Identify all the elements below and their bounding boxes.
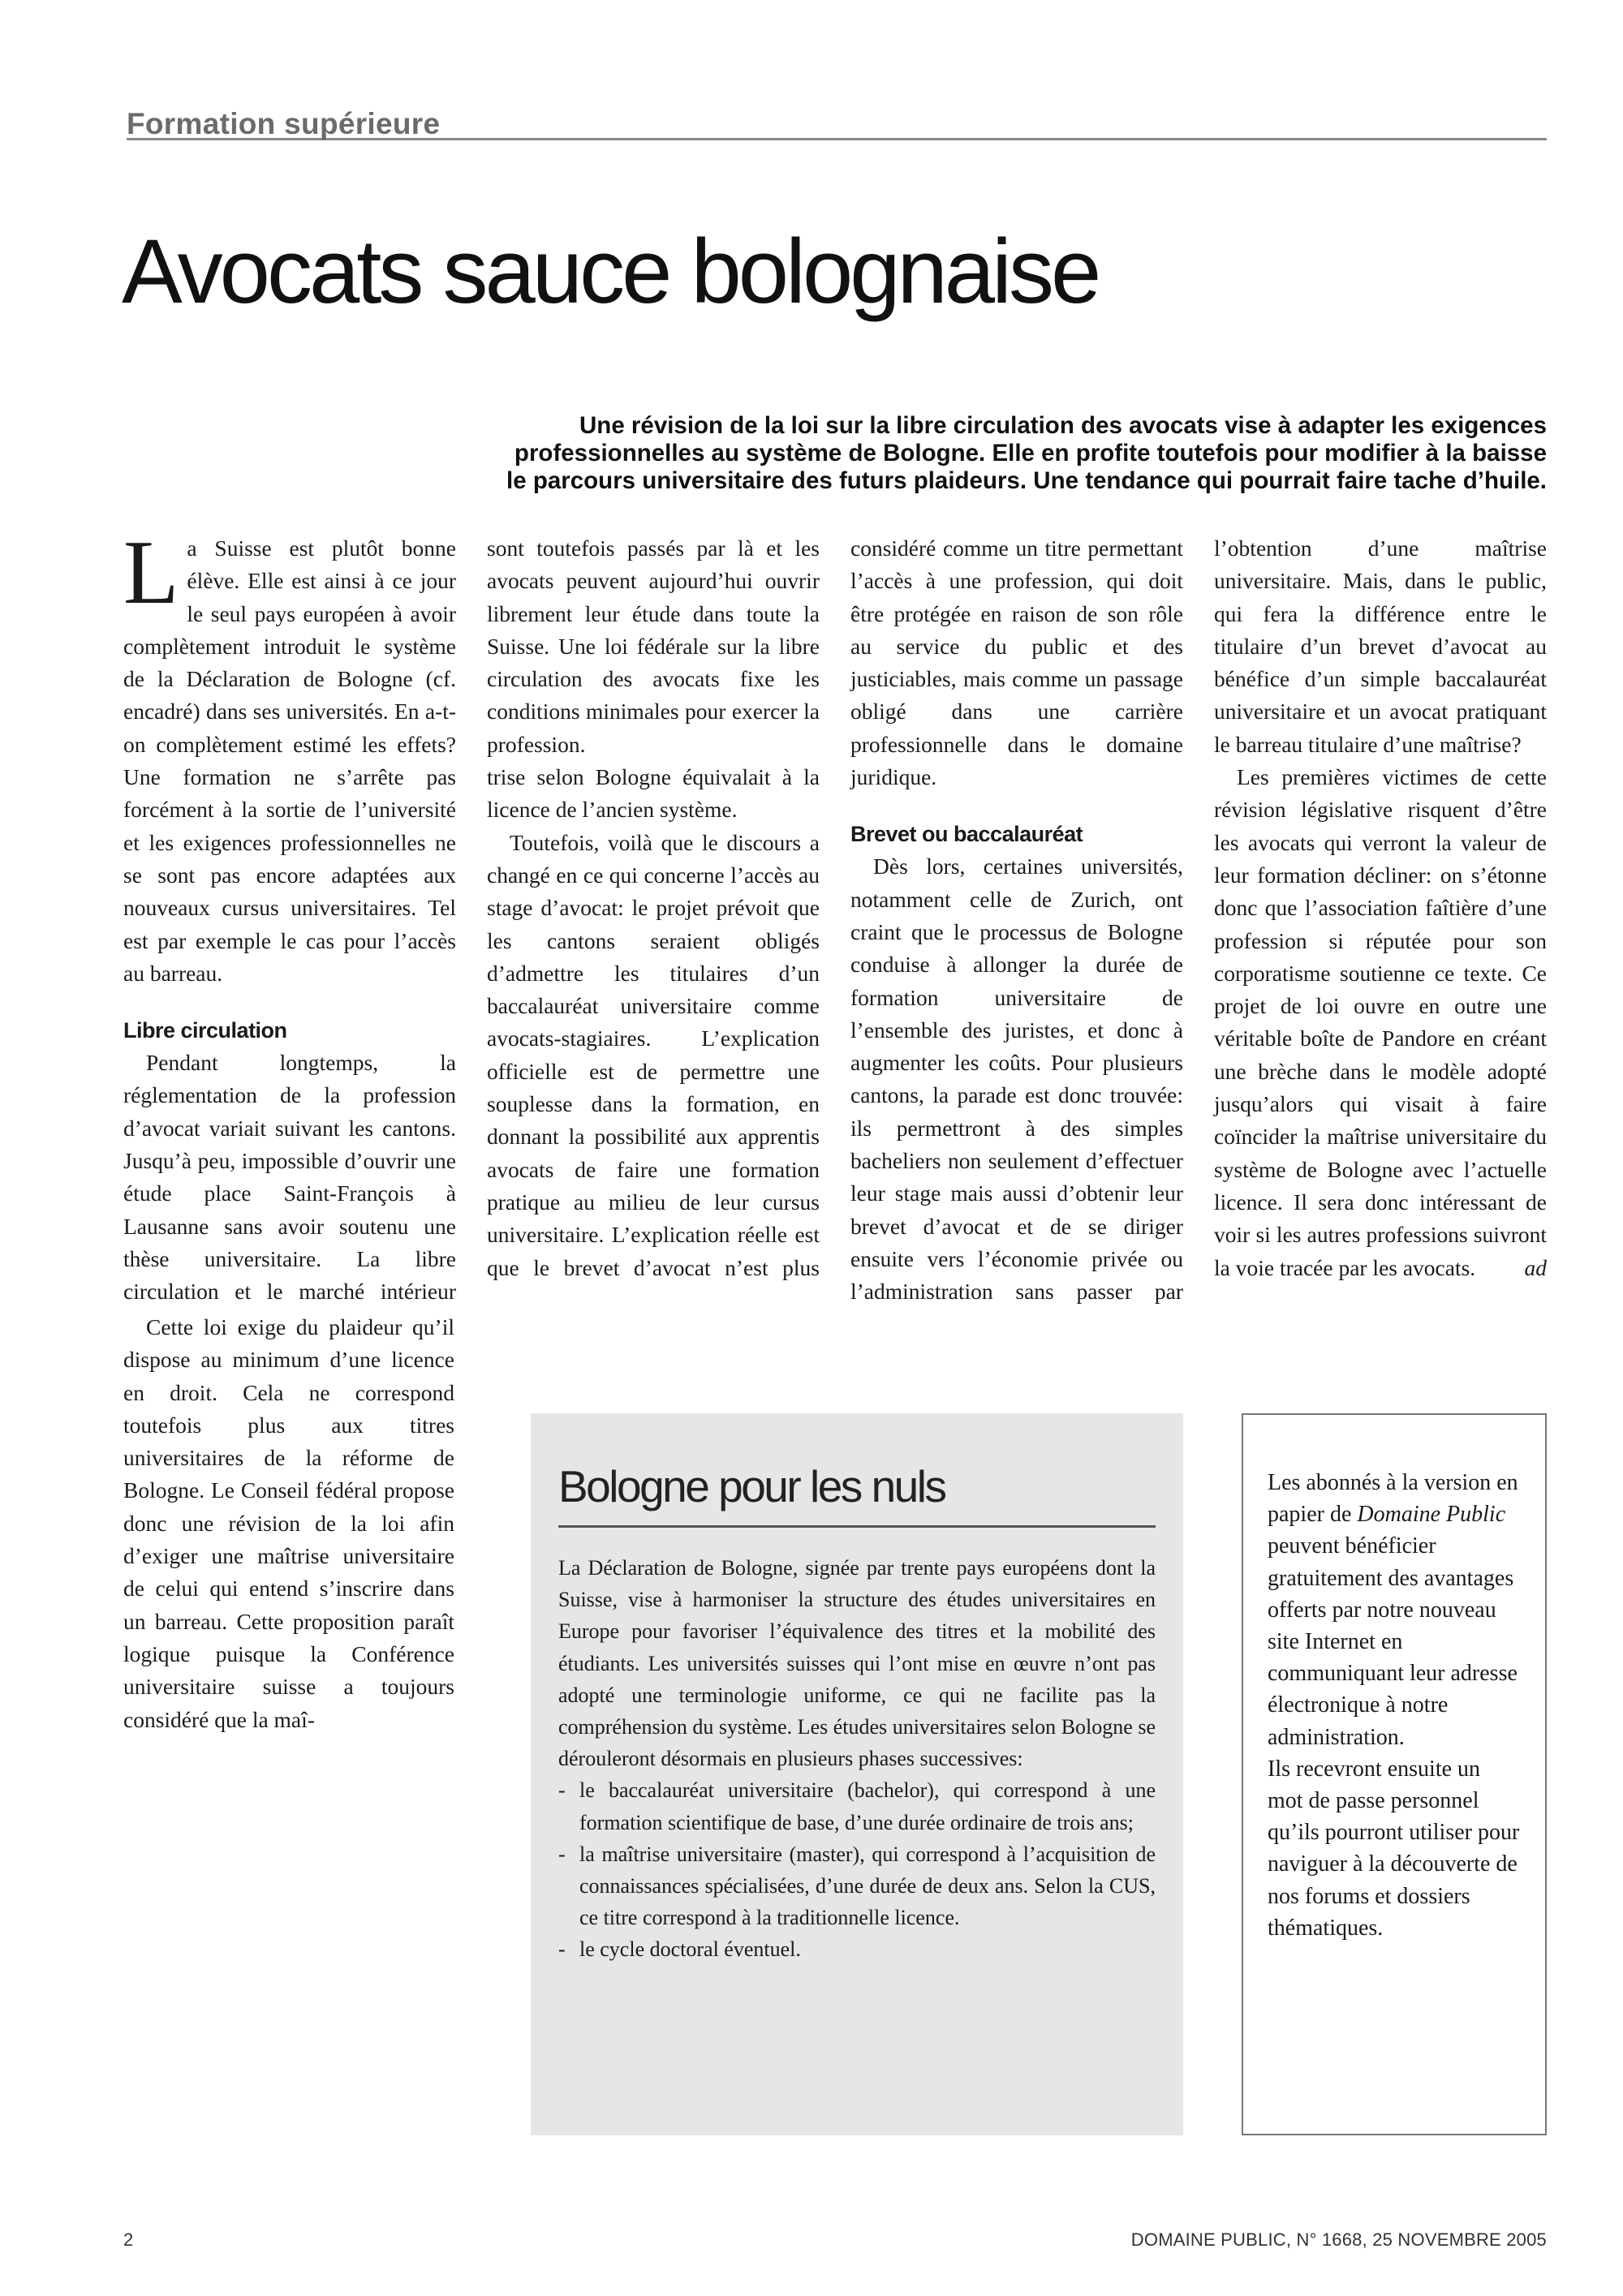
- author-signature: ad: [1524, 1254, 1547, 1280]
- section-label: Formation supérieure: [127, 107, 441, 140]
- list-item: - le baccalauréat universitaire (bachelor), qui correspond à une formation scientifique de base, d’une durée ordinaire de trois ans;: [558, 1774, 1156, 1838]
- article-paragraph-5: Dès lors, certaines universités, notamment celle de Zurich, ont craint que le processus de Bologne conduise à allonger la durée de formation universitaire de l’ensemble des juristes, et donc à augmenter les coûts. Pour plusieurs cantons, la parade est donc trouvée: ils permettront à des simples bacheliers non seulement d’effectuer leur stage mais aussi d’obtenir leur brevet d’avocat et de se diriger ensuite vers l’économie privée ou l’administration sans passer par l’obtention d’une maîtrise universitaire. Mais, dans le public, qui fera la différence entre le titulaire d’un brevet d’avocat au bénéfice d’un simple baccalauréat universitaire et un avocat pratiquant le barreau titulaire d’une maîtrise?: [850, 535, 1547, 1305]
- box-intro: La Déclaration de Bologne, signée par trente pays européens dont la Suisse, vise à harmoniser la structure des études universitaires en Europe pour favoriser l’équivalence des titres et la mobilité des étudiants. Les universités suisses qui l’ont mise en œuvre n’ont pas adopté une terminologie uniforme, ce qui ne facilite pas la compréhension du système. Les études universitaires selon Bologne se dérouleront désormais en plusieurs phases successives:: [558, 1556, 1156, 1771]
- section-header: [127, 105, 1547, 140]
- article-column-1-lower: [123, 1311, 454, 1736]
- box-list: [558, 1774, 1156, 1965]
- box-title: Bologne pour les nuls: [558, 1460, 1156, 1528]
- subheading-libre-circulation: Libre circulation: [123, 1018, 287, 1043]
- article-paragraph-6: Les premières victimes de cette révision législative risquent d’être les avocats qui verront la valeur de leur formation décliner: on s’étonne donc que l’association faîtière d’une profession si réputée pour son corporatisme soutienne ce texte. Ce projet de loi ouvre en outre une véritable boîte de Pandore en créant une brèche dans le modèle adopté jusqu’alors qui visait à faire coïncider la maîtrise universitaire du système de Bologne avec l’actuelle licence. Il sera donc intéressant de voir si les autres professions suivront la voie tracée par les avocats. ad: [1214, 761, 1547, 1284]
- list-item: - la maîtrise universitaire (master), qui correspond à l’acquisition de connaissances spécialisées, d’une durée de deux ans. Selon la CUS, ce titre correspond à la traditionnelle licence.: [558, 1838, 1156, 1934]
- article-title: Avocats sauce bolognaise: [122, 221, 1099, 322]
- article-paragraph-3-continued: trise selon Bologne équivalait à la licence de l’ancien système.: [487, 764, 820, 823]
- article-lead: [341, 412, 1547, 495]
- article-paragraph-3: Cette loi exige du plaideur qu’il dispose au minimum d’une licence en droit. Cela ne correspond toutefois plus aux titres universitaires de la réforme de Bologne. Le Conseil fédéral propose donc une révision de la loi afin d’exiger une maîtrise universitaire de celui qui entend s’inscrire dans un barreau. Cette proposition paraît logique puisque la Conférence universitaire suisse a toujours considéré que la maî-: [123, 1314, 454, 1732]
- lead-line-3: le parcours universitaire des futurs plaideurs. Une tendance qui pourrait faire tache d’huile.: [506, 467, 1547, 494]
- subscriber-notice: [1242, 1413, 1547, 2135]
- subheading-brevet: Brevet ou baccalauréat: [850, 822, 1083, 847]
- article-paragraph-2: Pendant longtemps, la réglementation de la profession d’avocat variait suivant les cantons. Jusqu’à peu, impossible d’ouvrir une étude place Saint-François à Lausanne sans avoir soutenu une thèse universitaire. La libre circulation et le marché intérieur sont toutefois passés par là et les avocats peuvent aujourd’hui ouvrir librement leur étude dans toute la Suisse. Une loi fédérale sur la libre circulation des avocats fixe les conditions minimales pour exercer la profession.: [123, 535, 820, 1305]
- sidebar-box-bologne: [531, 1413, 1183, 2135]
- lead-line-1: Une révision de la loi sur la libre circulation des avocats vise à adapter les exigences: [579, 412, 1547, 439]
- notice-text: Les abonnés à la version en papier de Domaine Public peuvent bénéficier gratuitement des avantages offerts par notre nouveau site Internet en communiquant leur adresse électronique à notre administration.: [1268, 1470, 1518, 1750]
- notice-text-2: Ils recevront ensuite un mot de passe personnel qu’ils pourront utiliser pour naviguer à la découverte de nos forums et dossiers thématiques.: [1268, 1756, 1520, 1941]
- list-item: - le cycle doctoral éventuel.: [558, 1933, 1156, 1965]
- article-paragraph-1: La Suisse est plutôt bonne élève. Elle est ainsi à ce jour le seul pays européen à avoir complètement introduit le système de la Déclaration de Bologne (cf. encadré) dans ses universités. En a-t-on complètement estimé les effets? Une formation ne s’arrête pas forcément à la sortie de l’université et les exigences professionnelles ne se sont pas encore adaptées aux nouveaux cursus universitaires. Tel est par exemple le cas pour l’accès au barreau.: [123, 522, 456, 986]
- page-number: 2: [123, 2229, 134, 2250]
- publication-name: Domaine Public: [1357, 1502, 1506, 1528]
- drop-cap: L: [123, 522, 179, 623]
- article-body: [123, 522, 1547, 1311]
- article-paragraph-4: Toutefois, voilà que le discours a changé en ce qui concerne l’accès au stage d’avocat: le projet prévoit que les cantons seraient obligés d’admettre les titulaires d’un baccalauréat universitaire comme avocats-stagiaires. L’explication officielle est de permettre une souplesse dans la formation, en donnant la possibilité aux apprentis avocats de faire une formation pratique au milieu de leur cursus universitaire. L’explication réelle est que le brevet d’avocat n’est plus considéré comme un titre permettant l’accès à une profession, qui doit être protégée en raison de son rôle au service du public et des justiciables, mais comme un passage obligé dans une carrière professionnelle dans le domaine juridique.: [487, 535, 1183, 1280]
- lead-line-2: professionnelles au système de Bologne. Elle en profite toutefois pour modifier à la baisse: [514, 440, 1547, 467]
- publication-footer: DOMAINE PUBLIC, N° 1668, 25 NOVEMBRE 2005: [1130, 2229, 1547, 2250]
